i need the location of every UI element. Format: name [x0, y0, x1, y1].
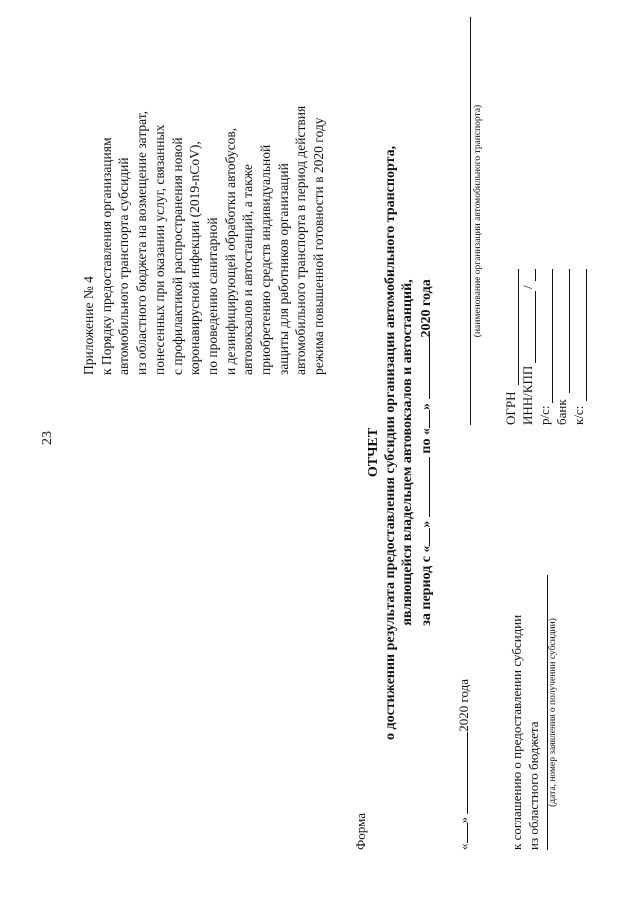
report-period [416, 165, 435, 740]
ks-label: к/с: [571, 405, 586, 425]
period-start-day-field[interactable] [416, 528, 430, 546]
date-day-field[interactable] [455, 824, 468, 844]
period-end-month-field[interactable] [416, 337, 430, 399]
date-open-quote: « [456, 843, 471, 850]
period-quote: » [419, 402, 434, 410]
appendix-line: и дезинфицирующей обработки автобусов, [222, 127, 238, 375]
report-heading: ОТЧЕТ [366, 427, 381, 478]
ogrn-row [503, 17, 521, 425]
kpp-field[interactable] [535, 269, 536, 281]
agreement-label [508, 615, 542, 850]
agreement-line-1: к соглашению о предоставлении субсидии [509, 614, 524, 850]
ks-row [571, 17, 589, 425]
inn-kpp-label: ИНН/КПП [520, 365, 535, 425]
rs-label: р/с: [537, 405, 552, 425]
report-title-line-2: являющейся владельцем автовокзалов и автостанций, [400, 279, 415, 626]
period-to: по « [419, 427, 434, 454]
agreement-caption: (дата, номер заявления о получении субсидии) [548, 618, 558, 807]
report-date [455, 679, 472, 850]
agreement-line-2: из областного бюджета [526, 721, 541, 850]
appendix-line: по проведению санитарной [204, 217, 220, 375]
appendix-line: из областного бюджета на возмещение затрат, [134, 110, 150, 375]
period-end-day-field[interactable] [416, 410, 430, 428]
form-label: Форма [353, 813, 368, 850]
inn-field[interactable] [535, 291, 536, 363]
appendix-line: автомобильного транспорта субсидий [116, 157, 132, 375]
date-year: 2020 года [456, 678, 471, 732]
bank-row [554, 17, 572, 425]
bank-field[interactable] [569, 269, 570, 393]
bank-label: банк [554, 399, 569, 425]
appendix-line: Приложение № 4 [81, 276, 96, 375]
ogrn-label: ОГРН [503, 391, 518, 425]
org-name-caption: (наименование организации автомобильного транспорта) [473, 104, 483, 338]
date-month-field[interactable] [455, 732, 468, 814]
ks-field[interactable] [586, 269, 587, 401]
appendix-line: автомобильного транспорта в период действия [293, 105, 309, 375]
appendix-line: к Порядку предоставления организациям [98, 137, 114, 375]
appendix-header [80, 35, 328, 375]
appendix-line: защиты для работников организаций [275, 163, 291, 375]
org-name-field[interactable] [470, 17, 471, 425]
appendix-line: режима повышенной готовности в 2020 году [311, 117, 327, 375]
period-suffix: 2020 года [419, 279, 434, 338]
appendix-line: автовокзалов и автостанций, а также [240, 164, 256, 375]
period-quote: » [419, 520, 434, 528]
appendix-line: приобретению средств индивидуальной [258, 144, 274, 375]
inn-kpp-row [520, 17, 538, 425]
report-title [365, 145, 435, 740]
appendix-line: коронавирусной инфекции (2019-nCoV), [187, 141, 203, 375]
period-start-month-field[interactable] [416, 457, 430, 517]
period-prefix: за период с « [419, 545, 434, 626]
appendix-line: понесенных при оказании услуг, связанных [151, 124, 167, 375]
page-number: 23 [40, 431, 55, 445]
rs-row [537, 17, 555, 425]
ogrn-field[interactable] [518, 269, 519, 385]
appendix-line: с профилактикой распространения новой [169, 137, 185, 375]
date-close-quote: » [456, 817, 471, 824]
report-title-line-1: о достижении результата предоставления субсидии организации автомобильного транспорта, [383, 145, 398, 740]
inn-kpp-slash: / [520, 285, 535, 289]
rs-field[interactable] [552, 269, 553, 403]
